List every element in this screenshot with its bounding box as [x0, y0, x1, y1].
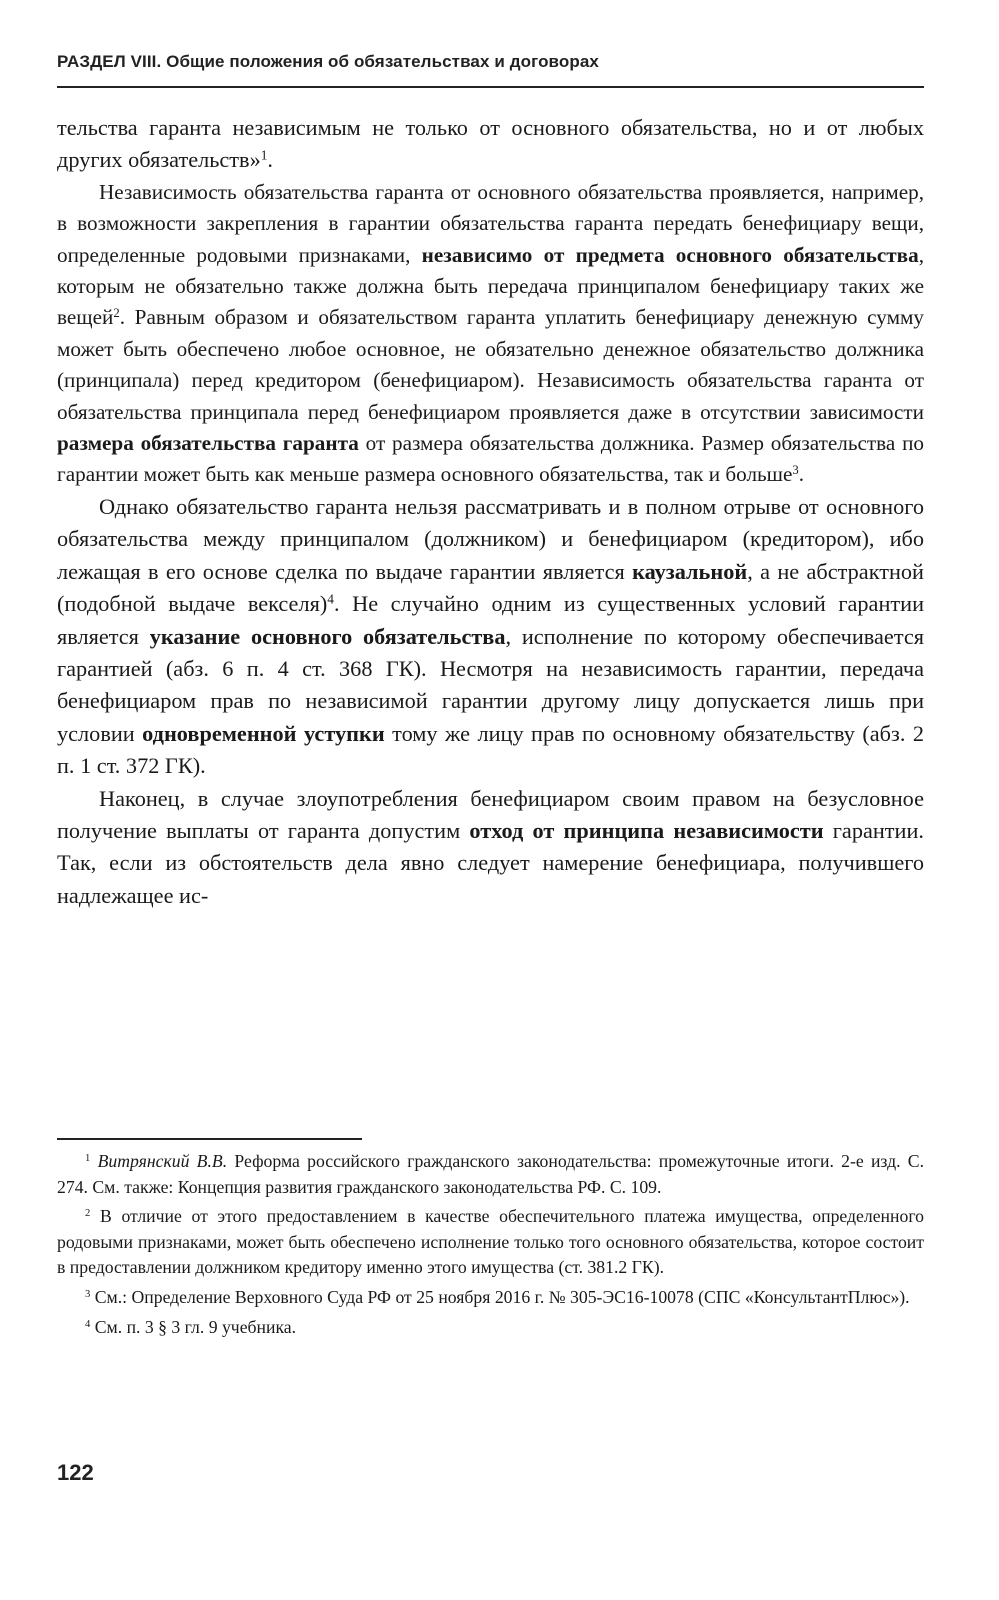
text-run: , которым не обязательно также должна быть передача принципалом бенефициару таких же вещей — [57, 242, 925, 330]
paragraph-1 — [57, 112, 924, 177]
main-text — [57, 112, 924, 912]
footnote-number: 3 — [85, 1289, 91, 1301]
text-run: тому же лицу прав по основному обязательству (абз. 2 п. 1 ст. 372 ГК). — [57, 720, 924, 779]
footnote-text: В отличие от этого предоставлением в качестве обеспечительного платежа имущества, определенного родовыми признаками, может быть обеспечено исполнение только того основного обязательства, которое состоит в предоставлении должником кредитору именно этого имущества (ст. 381.2 ГК). — [57, 1206, 924, 1278]
footnote-text: См.: Определение Верховного Суда РФ от 25 ноября 2016 г. № 305-ЭС16-10078 (СПС «КонсультантПлюс»). — [94, 1286, 910, 1307]
text-run: от размера обязательства должника. Размер обязательства по гарантии может быть как меньше размера основного обязательства, так и больше — [57, 431, 925, 487]
text-run: . — [267, 147, 273, 173]
footnote-4 — [57, 1315, 924, 1341]
footnote-2 — [57, 1204, 924, 1281]
bold-term: указание основного обязательства — [149, 623, 506, 649]
text-run: . Равным образом и обязательством гаранта уплатить бенефициару денежную сумму может быть обеспечено любое основное, не обязательно денежное обязательство должника (принципала) перед кредитором (бенефициаром). Независимость обязательства гаранта от обязательства принципала перед бенефициаром проявляется даже в отсутствии зависимости — [57, 305, 924, 424]
footnote-number: 2 — [85, 1208, 91, 1220]
bold-term: каузальной — [632, 558, 748, 584]
text-run: Независимость обязательства гаранта от основного обязательства проявляется, например, в возможности закрепления в гарантии обязательства гаранта передать бенефициару вещи, определенные родовыми признаками, — [57, 179, 924, 267]
footnote-author: Витрянский В.В. — [97, 1151, 228, 1171]
footnote-ref-3: 3 — [792, 463, 799, 478]
text-run: Наконец, в случае злоупотребления бенефициаром своим правом на безусловное получение выплаты от гаранта допустим — [57, 785, 924, 843]
footnote-rule — [57, 1138, 362, 1140]
text-run: , а не абстрактной (подобной выдаче векселя) — [57, 558, 924, 617]
header-rule — [57, 86, 924, 88]
paragraph-2 — [57, 177, 924, 491]
text-run: тельства гаранта независимым не только от основного обязательства, но и от любых других обязательств» — [57, 115, 924, 173]
footnote-3 — [57, 1285, 924, 1311]
footnote-ref-2: 2 — [113, 306, 120, 321]
text-run: Однако обязательство гаранта нельзя рассматривать и в полном отрыве от основного обязательства между принципалом (должником) и бенефициаром (кредитором), ибо лежащая в его основе сделка по выдаче гарантии является — [57, 493, 924, 584]
footnote-text: Реформа российского гражданского законодательства: промежуточные итоги. 2-е изд. С. 274. См. также: Концепция развития гражданского законодательства РФ. С. 109. — [57, 1151, 925, 1197]
footnote-1 — [57, 1149, 924, 1200]
text-run: , исполнение по которому обеспечивается гарантией (абз. 6 п. 4 ст. 368 ГК). Несмотря на независимость гарантии, передача бенефициаром прав по независимой гарантии другому лицу допускается лишь при условии — [57, 623, 924, 746]
paragraph-3 — [57, 491, 924, 783]
footnote-ref-4: 4 — [327, 591, 334, 607]
bold-term: размера обязательства гаранта — [57, 431, 359, 456]
text-run: гарантии. Так, если из обстоятельств дела явно следует намерение бенефициара, получившего надлежащее ис- — [57, 817, 924, 908]
bold-term: независимо от предмета основного обязательства — [421, 242, 919, 267]
running-head: РАЗДЕЛ VIII. Общие положения об обязательствах и договорах — [57, 52, 599, 71]
bold-term: одновременной уступки — [142, 720, 385, 746]
footnote-ref-1: 1 — [260, 148, 268, 164]
footnotes — [57, 1149, 924, 1344]
footnote-text: См. п. 3 § 3 гл. 9 учебника. — [94, 1316, 297, 1337]
text-run: . Не случайно одним из существенных условий гарантии является — [57, 591, 924, 649]
page-number: 122 — [57, 1460, 94, 1485]
bold-term: отход от принципа независимости — [469, 817, 824, 843]
footnote-number: 1 — [85, 1153, 91, 1165]
paragraph-4 — [57, 783, 924, 913]
footnote-number: 4 — [85, 1318, 91, 1330]
text-run: . — [798, 462, 805, 487]
